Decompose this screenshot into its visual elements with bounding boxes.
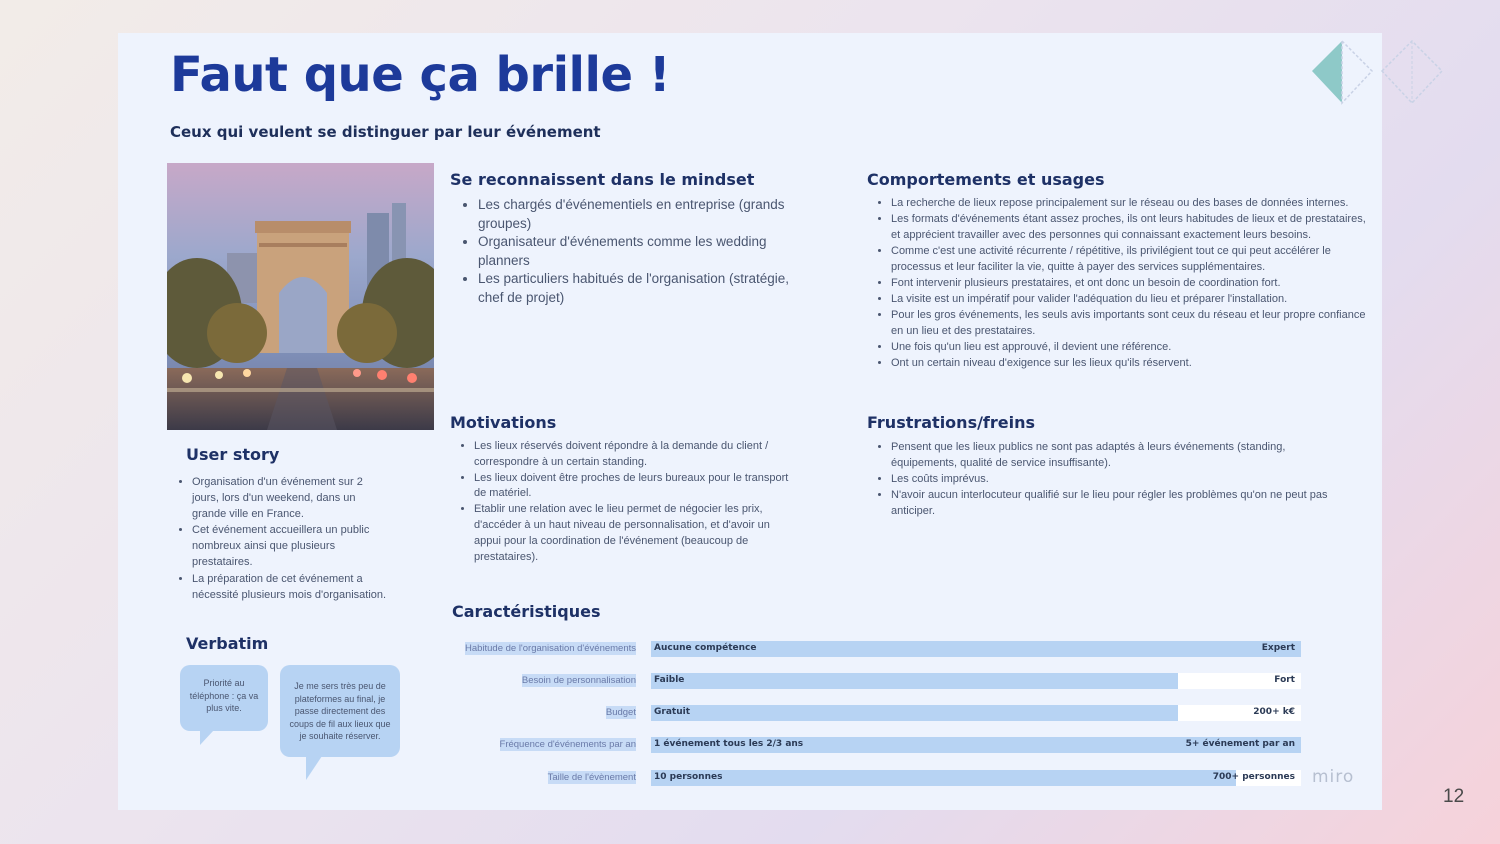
list-item: • Les formats d'événements étant assez proches, ils ont leurs habitudes de lieux et de prestataires, et apprécient travailler avec des personnes qui connaissant exactement leurs besoins.: [891, 211, 1369, 243]
characteristic-fill: [651, 705, 1178, 721]
list-item: • La visite est un impératif pour valider l'adéquation du lieu et préparer l'installation.: [891, 291, 1369, 307]
list-item: • Organisateur d'événements comme les wedding planners: [478, 233, 794, 270]
characteristic-scale: [651, 673, 1301, 689]
page-subtitle: Ceux qui veulent se distinguer par leur événement: [170, 123, 601, 141]
verbatim-heading: Verbatim: [186, 634, 269, 653]
quote-bubble-tail: [306, 756, 322, 780]
miro-watermark: miro: [1312, 767, 1355, 787]
page-number: 12: [1443, 786, 1465, 807]
comportements-list: [873, 195, 1369, 371]
quote-bubble: Je me sers très peu de plateformes au final, je passe directement des coups de fil aux lieux que je souhaite réserver.: [280, 665, 400, 757]
motivations-heading: Motivations: [450, 413, 557, 432]
characteristic-row: [448, 641, 1304, 658]
characteristic-scale: [651, 641, 1301, 657]
list-item: • Les coûts imprévus.: [891, 471, 1331, 487]
diamond-logo-icon: [1308, 38, 1448, 108]
scale-min-label: Faible: [654, 675, 685, 685]
list-item: • Les chargés d'événementiels en entreprise (grands groupes): [478, 196, 794, 233]
user-story-list: [174, 475, 388, 603]
list-item: • Pour les gros événements, les seuls avis importants sont ceux du réseau et leur propre confiance en un lieu et des prestataires.: [891, 307, 1369, 339]
user-story-heading: User story: [186, 445, 280, 464]
characteristic-row: [448, 770, 1304, 787]
characteristic-fill: [651, 673, 1178, 689]
mindset-list: [460, 196, 794, 307]
list-item: • Comme c'est une activité récurrente / répétitive, ils privilégient tout ce qui peut accélérer le processus et leur faciliter la vie, quitte à payer des services supplémentaires.: [891, 243, 1369, 275]
frustrations-heading: Frustrations/freins: [867, 413, 1036, 432]
list-item: • Les lieux réservés doivent répondre à la demande du client / correspondre à un certain standing.: [474, 439, 794, 471]
characteristic-label: Taille de l'évènement: [547, 772, 636, 783]
quote-bubble-tail: [200, 730, 214, 745]
quote-bubble: Priorité au téléphone : ça va plus vite.: [180, 665, 268, 731]
list-item: • Une fois qu'un lieu est approuvé, il devient une référence.: [891, 339, 1369, 355]
list-item: • Ont un certain niveau d'exigence sur les lieux qu'ils réservent.: [891, 355, 1369, 371]
page-title: Faut que ça brille !: [170, 47, 671, 103]
list-item: • La préparation de cet événement a nécessité plusieurs mois d'organisation.: [192, 572, 388, 604]
motivations-list: [456, 439, 794, 565]
scale-min-label: Aucune compétence: [654, 643, 757, 653]
characteristic-scale: [651, 737, 1301, 753]
list-item: • Les lieux doivent être proches de leurs bureaux pour le transport de matériel.: [474, 471, 794, 503]
characteristic-scale: [651, 705, 1301, 721]
scale-min-label: 1 événement tous les 2/3 ans: [654, 739, 804, 749]
list-item: • Cet événement accueillera un public nombreux ainsi que plusieurs prestataires.: [192, 523, 388, 570]
slide: [118, 33, 1382, 810]
list-item: • Les particuliers habitués de l'organisation (stratégie, chef de projet): [478, 270, 794, 307]
list-item: • Font intervenir plusieurs prestataires, et ont donc un besoin de coordination fort.: [891, 275, 1369, 291]
list-item: • Etablir une relation avec le lieu permet de négocier les prix, d'accéder à un haut niveau de personnalisation, et d'avoir un appui pour la coordination de l'événement (beaucoup de prestataires).: [474, 502, 794, 565]
frustrations-list: [873, 439, 1331, 519]
comportements-heading: Comportements et usages: [867, 170, 1105, 189]
characteristic-row: [448, 737, 1304, 754]
scale-max-label: Expert: [1261, 643, 1295, 653]
list-item: • Pensent que les lieux publics ne sont pas adaptés à leurs événements (standing, équipements, qualité de service insuffisante).: [891, 439, 1331, 471]
characteristic-label: Fréquence d'événements par an: [499, 739, 636, 750]
scale-min-label: Gratuit: [654, 707, 690, 717]
scale-max-label: Fort: [1274, 675, 1295, 685]
characteristic-label: Habitude de l'organisation d'événements: [464, 643, 636, 654]
characteristic-row: [448, 705, 1304, 722]
characteristic-label: Budget: [605, 707, 636, 718]
scale-max-label: 700+ personnes: [1212, 772, 1295, 782]
characteristic-scale: [651, 770, 1301, 786]
caracteristiques-heading: Caractéristiques: [452, 602, 601, 621]
list-item: • La recherche de lieux repose principalement sur le réseau ou des bases de données internes.: [891, 195, 1369, 211]
arc-de-triomphe-photo: [167, 163, 434, 430]
scale-max-label: 5+ événement par an: [1185, 739, 1295, 749]
characteristic-label: Besoin de personnalisation: [521, 675, 636, 686]
scale-max-label: 200+ k€: [1253, 707, 1295, 717]
mindset-heading: Se reconnaissent dans le mindset: [450, 170, 755, 189]
scale-min-label: 10 personnes: [654, 772, 723, 782]
list-item: • Organisation d'un événement sur 2 jours, lors d'un weekend, dans un grande ville en France.: [192, 475, 388, 522]
characteristic-fill: [651, 770, 1236, 786]
characteristic-row: [448, 673, 1304, 690]
list-item: • N'avoir aucun interlocuteur qualifié sur le lieu pour régler les problèmes qu'on ne peut pas anticiper.: [891, 487, 1331, 519]
